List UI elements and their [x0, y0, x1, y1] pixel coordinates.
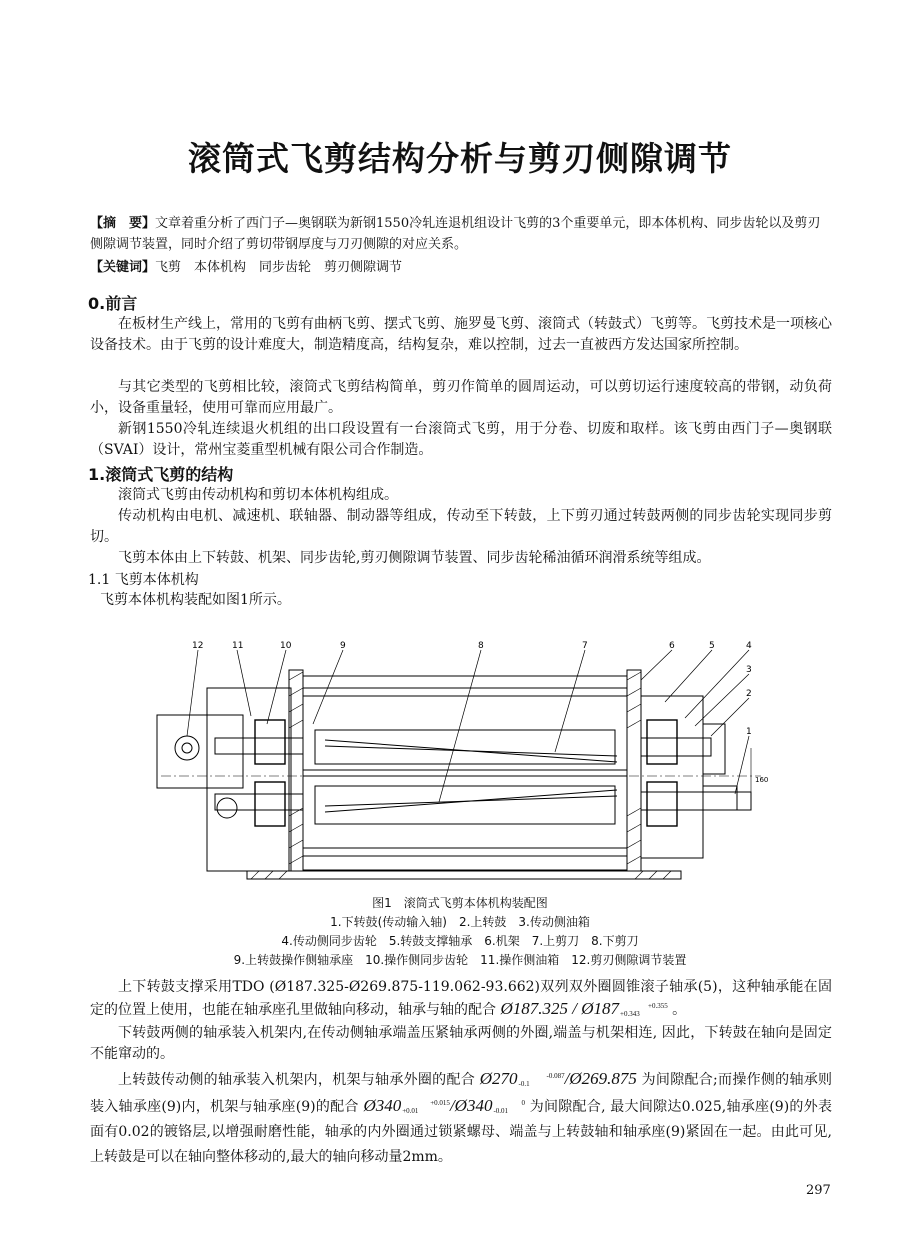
- section-0-paragraph-2: 与其它类型的飞剪相比较，滚筒式飞剪结构简单，剪刃作简单的圆周运动，可以剪切运行速度较高的带钢，动负荷小，设备重量轻，使用可靠而应用最广。: [90, 379, 832, 416]
- abstract-label: 【摘 要】: [90, 216, 156, 231]
- section-1-1-heading: 1.1 飞剪本体机构: [88, 572, 199, 588]
- callout-label: 1: [746, 727, 752, 737]
- figure-legend-line-2: 4.传动侧同步齿轮 5.转鼓支撑轴承 6.机架 7.上剪刀 8.下剪刀: [281, 934, 639, 948]
- abstract-text: 文章着重分析了西门子—奥钢联为新钢1550冷轧连退机组设计飞剪的3个重要单元，即本体机构、同步齿轮以及剪刃侧隙调节装置，同时介绍了剪切带钢厚度与刀刃侧隙的对应关系。: [90, 216, 821, 252]
- section-1-heading: 1.滚筒式飞剪的结构: [88, 465, 234, 484]
- body-paragraph-3-text-c: 为间隙配合, 最大间隙达0.025,轴承座(9)的外表面有0.02的镀铬层,以增强耐磨性能，轴承的内外圈通过锁紧螺母、端盖与上转鼓轴和轴承座(9)紧固在一起。由此可见, 上转鼓是可以在轴向整体移动的,最大的轴向移动量2mm。: [90, 1099, 832, 1165]
- abstract: [90, 213, 832, 255]
- section-0-paragraph-3: 新钢1550冷轧连续退火机组的出口段设置有一台滚筒式飞剪，用于分卷、切废和取样。该飞剪由西门子—奥钢联（SVAI）设计，常州宝菱重型机械有限公司合作制造。: [90, 421, 832, 458]
- body-paragraph-1: 上下转鼓支撑采用TDO (Ø187.325-Ø269.875-119.062-93.662)双列双外圈圆锥滚子轴承(5)，这种轴承能在固定的位置上使用，也能在轴承座孔里做轴向移动，轴承与轴的配合 Ø187.325 / Ø187 +0.355 +0.343 。: [90, 979, 832, 1019]
- paper-title: 滚筒式飞剪结构分析与剪刃侧隙调节: [188, 139, 732, 178]
- callout-label: 3: [746, 665, 752, 675]
- section-1-1-paragraph-1: 飞剪本体机构装配如图1所示。: [100, 592, 291, 608]
- section-1-paragraph-2: 传动机构由电机、减速机、联轴器、制动器等组成，传动至下转鼓，上下剪刃通过转鼓两侧的同步齿轮实现同步剪切。: [90, 508, 832, 545]
- formula-2: Ø270 -0.087 -0.1 /Ø269.875: [479, 1069, 637, 1089]
- keywords-label: 【关键词】: [90, 260, 156, 275]
- callout-label: 8: [478, 641, 484, 651]
- section-0-paragraph-1: 在板材生产线上，常用的飞剪有曲柄飞剪、摆式飞剪、施罗曼飞剪、滚筒式（转鼓式）飞剪等。飞剪技术是一项核心设备技术。由于飞剪的设计难度大，制造精度高，结构复杂，难以控制，过去一直被西方发达国家所控制。: [90, 316, 832, 353]
- section-1-paragraph-1: 滚筒式飞剪由传动机构和剪切本体机构组成。: [118, 487, 398, 503]
- callout-label: 10: [280, 641, 292, 651]
- dimension-label: 160: [755, 776, 769, 784]
- section-1-paragraph-3: 飞剪本体由上下转鼓、机架、同步齿轮,剪刃侧隙调节装置、同步齿轮稀油循环润滑系统等组成。: [118, 550, 711, 566]
- body-paragraph-1-text: 上下转鼓支撑采用TDO (Ø187.325-Ø269.875-119.062-93.662)双列双外圈圆锥滚子轴承(5)，这种轴承能在固定的位置上使用，也能在轴承座孔里做轴向移动，轴承与轴的配合: [90, 979, 832, 1018]
- figure-legend-line-3: 9.上转鼓操作侧轴承座 10.操作侧同步齿轮 11.操作侧油箱 12.剪刃侧隙调节装置: [233, 953, 687, 967]
- figure-legend-line-1: 1.下转鼓(传动输入轴) 2.上转鼓 3.传动侧油箱: [330, 915, 590, 929]
- section-0-heading: 0.前言: [88, 294, 138, 313]
- callout-label: 6: [669, 641, 675, 651]
- body-paragraph-3-text-a: 上转鼓传动侧的轴承装入机架内，机架与轴承外圈的配合: [118, 1072, 476, 1088]
- keywords: [90, 257, 832, 278]
- formula-3: Ø340 +0.015 +0.01 /Ø340 0 -0.01: [363, 1096, 525, 1116]
- assembly-drawing: [155, 636, 767, 888]
- figure-caption: 图1 滚筒式飞剪本体机构装配图: [372, 896, 548, 910]
- callout-label: 4: [746, 641, 752, 651]
- callout-label: 9: [340, 641, 346, 651]
- body-paragraph-2: 下转鼓两侧的轴承装入机架内,在传动侧轴承端盖压紧轴承两侧的外圈,端盖与机架相连, 因此，下转鼓在轴向是固定不能窜动的。: [90, 1025, 832, 1062]
- callout-label: 7: [582, 641, 588, 651]
- body-paragraph-3: [90, 1066, 832, 1170]
- page-number: 297: [806, 1183, 831, 1198]
- callout-label: 12: [192, 641, 204, 651]
- callout-label: 11: [232, 641, 244, 651]
- formula-1: Ø187.325 / Ø187 +0.355 +0.343: [500, 999, 668, 1019]
- body-paragraph-3-text-b: 为间隙配合;而操作侧的轴承则装入轴承座(9)内，机架与轴承座(9)的配合: [90, 1072, 833, 1115]
- callout-label: 2: [746, 689, 752, 699]
- callout-label: 5: [709, 641, 715, 651]
- keywords-text: 飞剪 本体机构 同步齿轮 剪刃侧隙调节: [155, 260, 403, 275]
